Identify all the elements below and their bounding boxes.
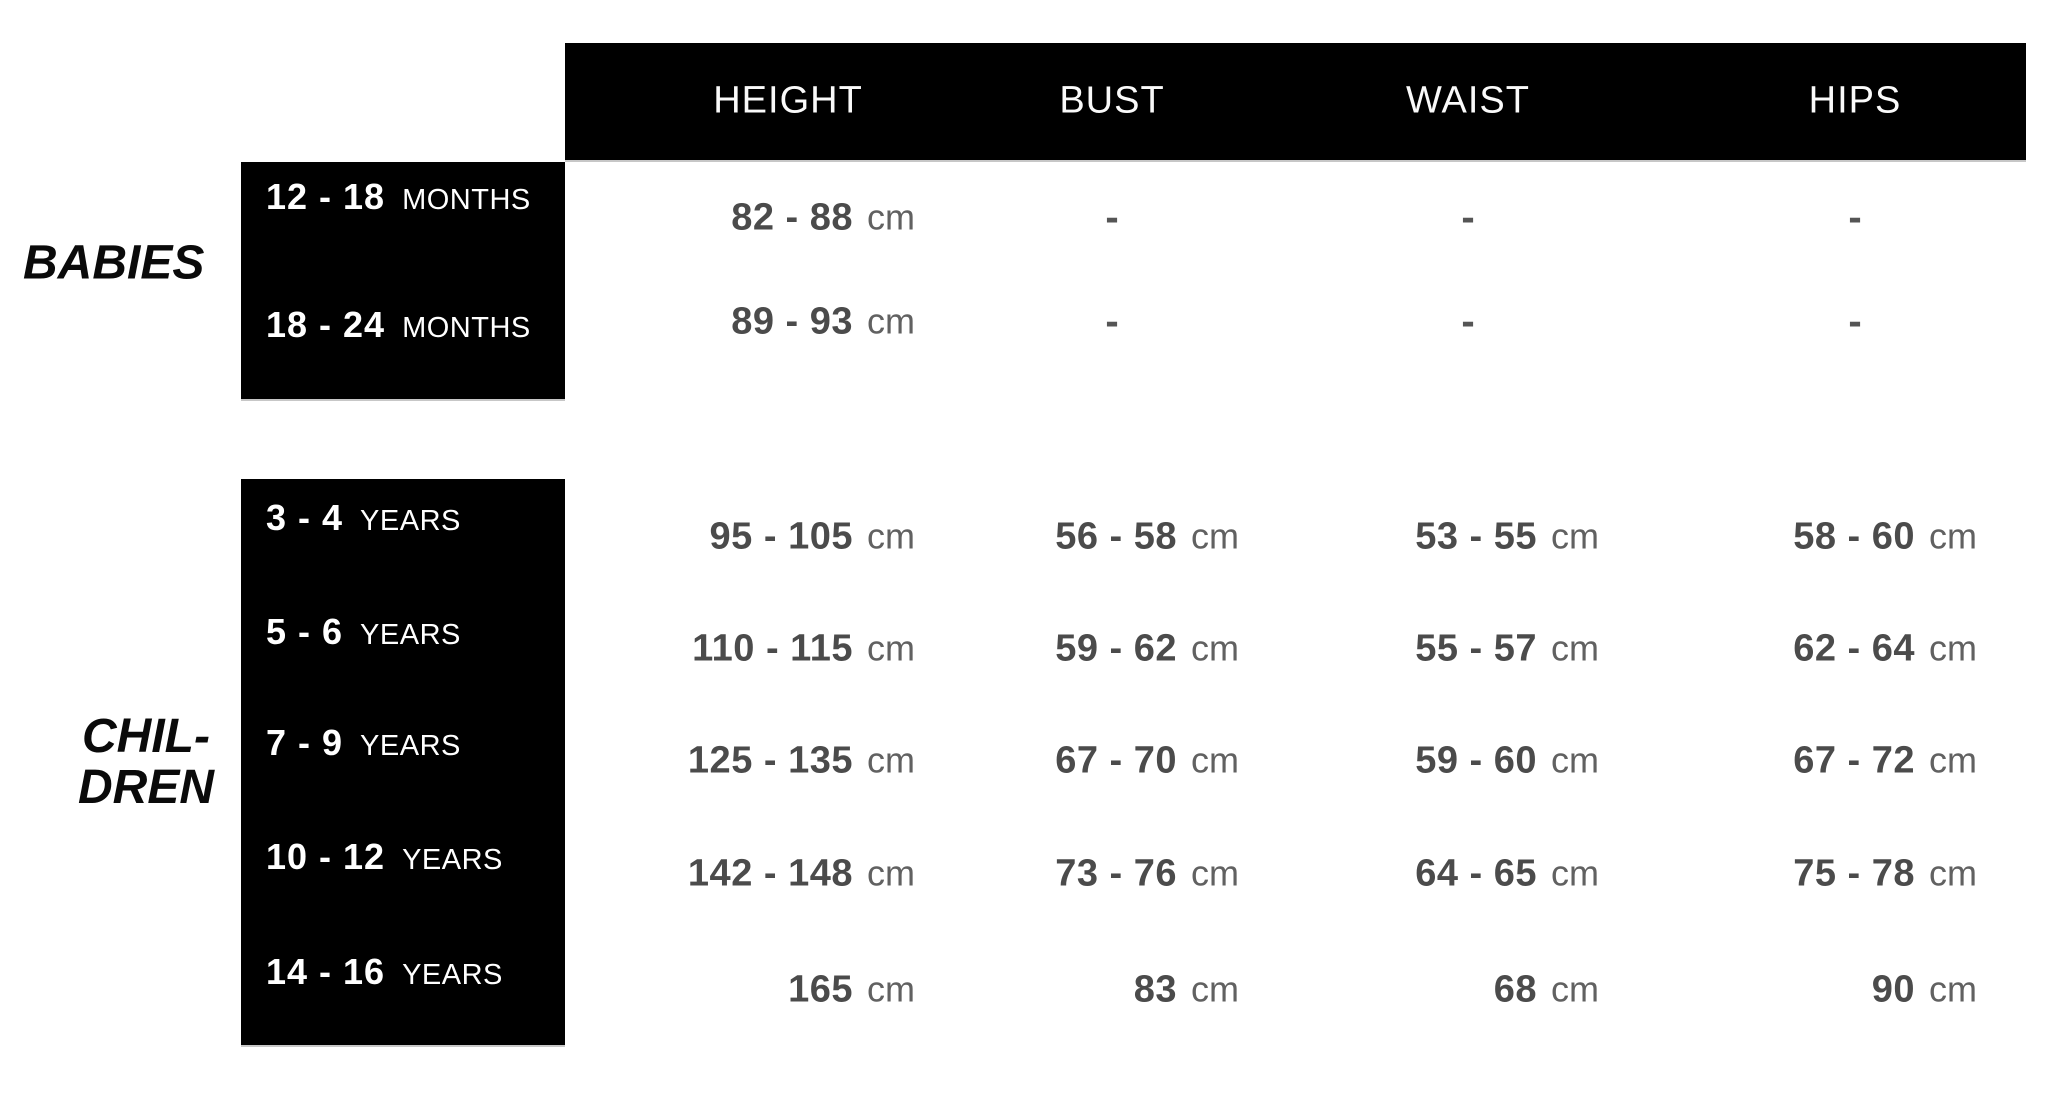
height-value: [688, 853, 915, 896]
value-unit: cm: [1191, 739, 1239, 781]
value-unit: cm: [867, 739, 915, 781]
height-value: [731, 301, 915, 344]
group-label-children-line2: DREN: [77, 761, 215, 814]
size-unit: MONTHS: [402, 312, 531, 344]
column-header-height: HEIGHT: [713, 79, 863, 122]
waist-value: [1494, 969, 1599, 1012]
value-unit: cm: [1191, 968, 1239, 1010]
bust-value: [1134, 969, 1239, 1012]
value-number: 82 - 88: [731, 196, 853, 239]
size-label-3-4-years: [266, 497, 461, 539]
size-range: 18 - 24: [266, 304, 386, 345]
waist-value: [1415, 853, 1599, 896]
value-unit: cm: [1191, 852, 1239, 894]
value-unit: cm: [1929, 515, 1977, 557]
value-number: 53 - 55: [1415, 515, 1537, 558]
column-header-waist: WAIST: [1406, 79, 1530, 122]
value-number: 67 - 72: [1793, 739, 1915, 782]
value-number: 55 - 57: [1415, 627, 1537, 670]
height-value: [710, 516, 915, 559]
size-unit: YEARS: [360, 505, 461, 537]
value-unit: cm: [1929, 627, 1977, 669]
value-number: 56 - 58: [1055, 515, 1177, 558]
size-label-7-9-years: [266, 722, 461, 764]
bust-value: [1055, 740, 1239, 783]
hips-dash: -: [1848, 299, 1862, 344]
value-number: 75 - 78: [1793, 852, 1915, 895]
waist-value: [1415, 628, 1599, 671]
group-label-children-line1: CHIL-: [82, 710, 210, 763]
size-range: 10 - 12: [266, 836, 386, 877]
height-value: [688, 740, 915, 783]
value-number: 58 - 60: [1793, 515, 1915, 558]
value-unit: cm: [1929, 739, 1977, 781]
size-unit: YEARS: [402, 959, 503, 991]
value-number: 95 - 105: [709, 515, 853, 558]
value-unit: cm: [1929, 968, 1977, 1010]
column-header-hips: HIPS: [1808, 79, 1902, 122]
height-value: [731, 197, 915, 240]
group-label-children: [78, 711, 214, 813]
value-unit: cm: [1551, 627, 1599, 669]
value-number: 90: [1871, 968, 1915, 1011]
value-unit: cm: [1551, 968, 1599, 1010]
value-unit: cm: [867, 627, 915, 669]
bust-dash: -: [1105, 299, 1119, 344]
size-label-18-24-months: [266, 304, 531, 346]
value-unit: cm: [1191, 515, 1239, 557]
bust-value: [1055, 628, 1239, 671]
value-number: 59 - 60: [1415, 739, 1537, 782]
waist-value: [1415, 740, 1599, 783]
size-range: 5 - 6: [266, 611, 344, 652]
value-number: 83: [1133, 968, 1177, 1011]
value-unit: cm: [867, 300, 915, 342]
size-range: 7 - 9: [266, 722, 344, 763]
waist-dash: -: [1461, 299, 1475, 344]
size-label-5-6-years: [266, 611, 461, 653]
value-unit: cm: [867, 515, 915, 557]
value-unit: cm: [1929, 852, 1977, 894]
value-number: 64 - 65: [1415, 852, 1537, 895]
column-header-bust: BUST: [1059, 79, 1165, 122]
size-range: 3 - 4: [266, 497, 344, 538]
value-number: 73 - 76: [1055, 852, 1177, 895]
value-number: 62 - 64: [1793, 627, 1915, 670]
hips-value: [1793, 853, 1977, 896]
waist-dash: -: [1461, 195, 1475, 240]
bust-value: [1055, 516, 1239, 559]
value-number: 59 - 62: [1055, 627, 1177, 670]
value-unit: cm: [1551, 515, 1599, 557]
size-unit: YEARS: [360, 730, 461, 762]
size-label-14-16-years: [266, 951, 503, 993]
value-unit: cm: [867, 852, 915, 894]
value-number: 68: [1493, 968, 1537, 1011]
value-number: 110 - 115: [692, 627, 853, 670]
value-unit: cm: [1191, 627, 1239, 669]
hips-dash: -: [1848, 195, 1862, 240]
hips-value: [1872, 969, 1977, 1012]
height-value: [692, 628, 915, 671]
value-number: 89 - 93: [731, 300, 853, 343]
value-unit: cm: [1551, 739, 1599, 781]
value-unit: cm: [1551, 852, 1599, 894]
value-number: 165: [788, 968, 853, 1011]
size-label-12-18-months: [266, 176, 531, 218]
size-range: 12 - 18: [266, 176, 386, 217]
value-number: 67 - 70: [1055, 739, 1177, 782]
height-value: [788, 969, 915, 1012]
hips-value: [1793, 740, 1977, 783]
value-number: 125 - 135: [687, 739, 853, 782]
bust-value: [1055, 853, 1239, 896]
waist-value: [1415, 516, 1599, 559]
size-unit: YEARS: [402, 844, 503, 876]
bust-dash: -: [1105, 195, 1119, 240]
value-unit: cm: [867, 196, 915, 238]
size-label-10-12-years: [266, 836, 503, 878]
value-unit: cm: [867, 968, 915, 1010]
group-label-babies: BABIES: [23, 236, 205, 290]
size-range: 14 - 16: [266, 951, 386, 992]
hips-value: [1793, 628, 1977, 671]
value-number: 142 - 148: [687, 852, 853, 895]
size-unit: MONTHS: [402, 184, 531, 216]
hips-value: [1793, 516, 1977, 559]
size-unit: YEARS: [360, 619, 461, 651]
